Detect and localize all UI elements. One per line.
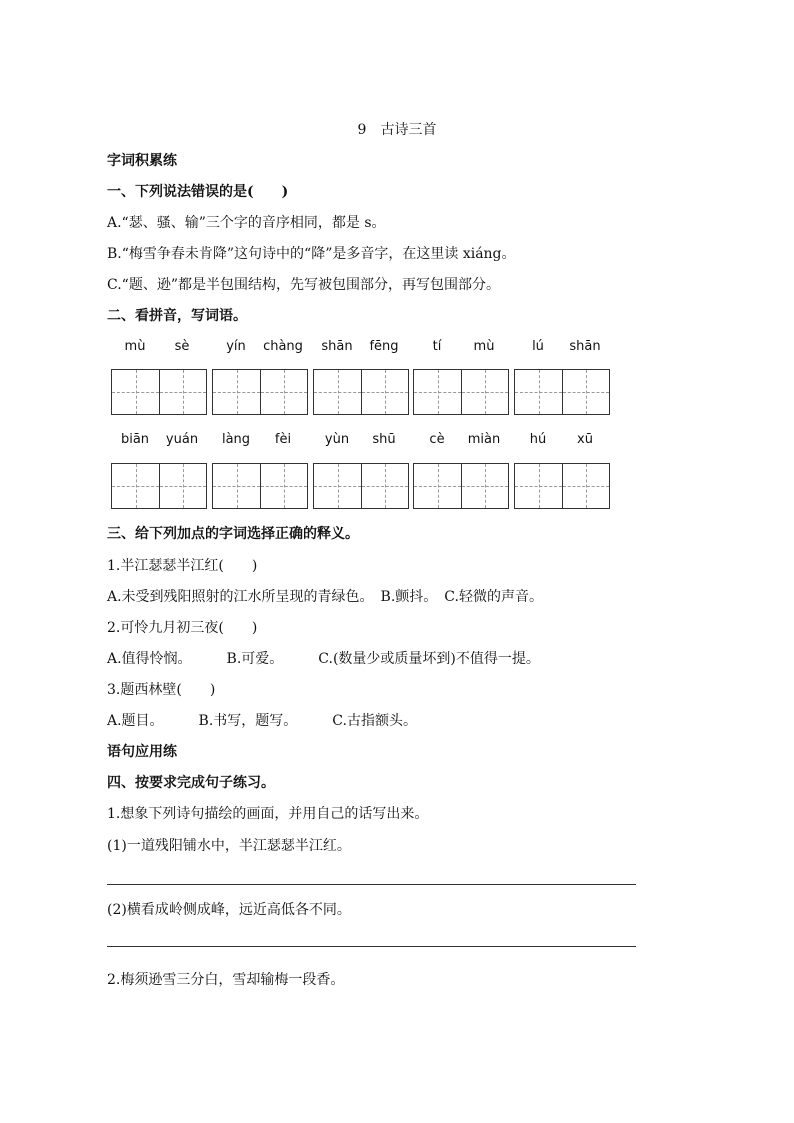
writing-cell[interactable]	[414, 370, 461, 414]
writing-cell[interactable]	[159, 464, 206, 508]
q3-item-2: 2.可怜九月初三夜( )	[107, 620, 258, 636]
writing-cell[interactable]	[314, 370, 361, 414]
writing-cell[interactable]	[260, 370, 307, 414]
writing-cell[interactable]	[213, 464, 260, 508]
q4-poem-2: (2)横看成岭侧成峰，远近高低各不同。	[107, 902, 351, 918]
lesson-number: 9	[357, 122, 367, 138]
writing-grid[interactable]	[212, 463, 308, 509]
q1-option-a: A.“瑟、骚、输”三个字的音序相同，都是 s。	[107, 215, 386, 231]
pinyin-syllable: lú	[532, 339, 544, 354]
writing-grid[interactable]	[313, 369, 409, 415]
pinyin-syllable: mù	[473, 339, 495, 354]
writing-cell[interactable]	[515, 370, 562, 414]
pinyin-syllable: yín	[226, 339, 246, 354]
writing-cell[interactable]	[112, 370, 159, 414]
q4-poem-1: (1)一道残阳铺水中，半江瑟瑟半江红。	[107, 838, 351, 854]
pinyin-syllable: fēng	[369, 339, 399, 354]
writing-cell[interactable]	[112, 464, 159, 508]
q3-item-1: 1.半江瑟瑟半江红( )	[107, 558, 258, 574]
writing-grid[interactable]	[514, 369, 610, 415]
pinyin-row-2	[107, 432, 627, 452]
section-heading-sentence: 语句应用练	[107, 744, 177, 760]
pinyin-syllable: fèi	[274, 432, 292, 447]
writing-grid[interactable]	[514, 463, 610, 509]
pinyin-syllable: yùn	[324, 432, 350, 447]
writing-grid[interactable]	[313, 463, 409, 509]
writing-cell[interactable]	[260, 464, 307, 508]
section-heading-vocab: 字词积累练	[107, 153, 177, 169]
q1-option-b: B.“梅雪争春未肯降”这句诗中的“降”是多音字，在这里读 xiáng。	[107, 246, 516, 262]
pinyin-syllable: miàn	[467, 432, 501, 447]
q4-heading: 四、按要求完成句子练习。	[107, 775, 275, 791]
pinyin-syllable: làng	[221, 432, 251, 447]
pinyin-syllable: shān	[321, 339, 353, 354]
pinyin-syllable: chàng	[263, 339, 303, 354]
writing-cell[interactable]	[414, 464, 461, 508]
pinyin-row-1	[107, 339, 627, 359]
pinyin-syllable: yuán	[165, 432, 199, 447]
writing-cell[interactable]	[314, 464, 361, 508]
writing-grid[interactable]	[413, 369, 509, 415]
pinyin-syllable: mù	[124, 339, 146, 354]
q3-item-3: 3.题西林壁( )	[107, 682, 216, 698]
q1-option-c: C.“题、逊”都是半包围结构，先写被包围部分，再写包围部分。	[107, 277, 500, 293]
writing-cell[interactable]	[461, 464, 508, 508]
writing-cell[interactable]	[461, 370, 508, 414]
writing-grid[interactable]	[111, 369, 207, 415]
q3-heading: 三、给下列加点的字词选择正确的释义。	[107, 526, 359, 542]
lesson-title: 古诗三首	[380, 122, 437, 138]
writing-cell[interactable]	[361, 370, 408, 414]
writing-cell[interactable]	[159, 370, 206, 414]
q3-item-2-options: A.值得怜悯。 B.可爱。 C.(数量少或质量坏到)不值得一提。	[107, 651, 540, 667]
pinyin-syllable: biān	[120, 432, 150, 447]
writing-grid[interactable]	[212, 369, 308, 415]
pinyin-syllable: cè	[429, 432, 445, 447]
pinyin-syllable: hú	[529, 432, 547, 447]
page-title	[0, 119, 794, 139]
writing-cell[interactable]	[562, 464, 609, 508]
q4-item-1: 1.想象下列诗句描绘的画面，并用自己的话写出来。	[107, 806, 429, 822]
q1-heading: 一、下列说法错误的是( )	[107, 184, 289, 200]
writing-cell[interactable]	[562, 370, 609, 414]
pinyin-syllable: sè	[174, 339, 190, 354]
q3-item-3-options: A.题目。 B.书写，题写。 C.古指额头。	[107, 713, 417, 729]
pinyin-syllable: tí	[432, 339, 442, 354]
pinyin-syllable: shū	[372, 432, 396, 447]
writing-cell[interactable]	[361, 464, 408, 508]
pinyin-syllable: shān	[569, 339, 601, 354]
pinyin-syllable: xū	[577, 432, 593, 447]
answer-line-1[interactable]	[107, 884, 636, 885]
q2-heading: 二、看拼音，写词语。	[107, 308, 247, 324]
writing-cell[interactable]	[515, 464, 562, 508]
q4-item-2: 2.梅须逊雪三分白，雪却输梅一段香。	[107, 972, 345, 988]
writing-cell[interactable]	[213, 370, 260, 414]
answer-line-2[interactable]	[107, 946, 636, 947]
writing-grid[interactable]	[111, 463, 207, 509]
writing-grid[interactable]	[413, 463, 509, 509]
q3-item-1-options: A.未受到残阳照射的江水所呈现的青绿色。 B.颤抖。 C.轻微的声音。	[107, 589, 543, 605]
